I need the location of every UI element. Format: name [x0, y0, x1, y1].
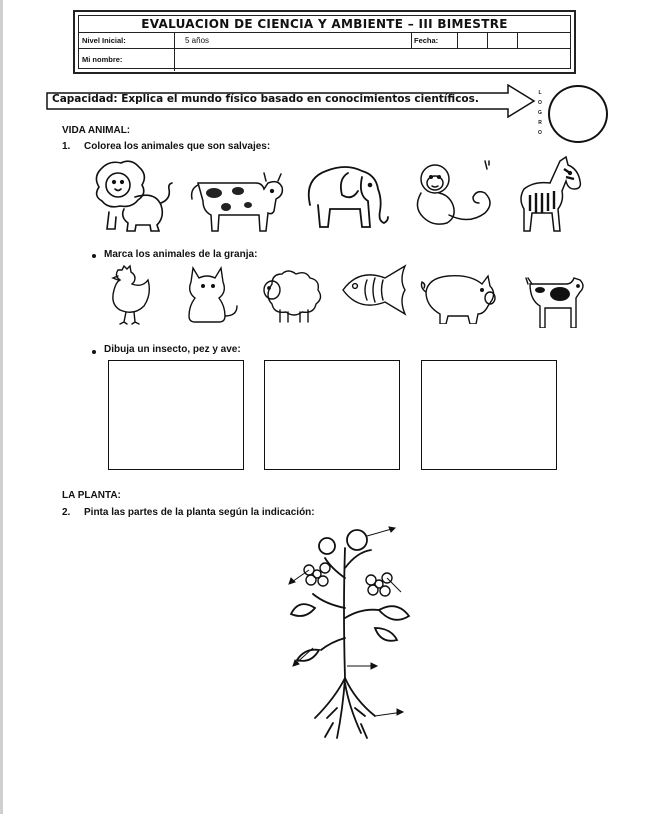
- question-2-number: 2.: [62, 507, 71, 518]
- section-title-plant: LA PLANTA:: [62, 490, 121, 501]
- date-month-field[interactable]: [487, 33, 517, 48]
- page-title: EVALUACION DE CIENCIA Y AMBIENTE – III BIMESTRE: [79, 17, 570, 33]
- sheep-icon[interactable]: [258, 266, 324, 324]
- zebra-icon[interactable]: [510, 155, 588, 235]
- level-label: Nivel Inicial:: [82, 36, 126, 45]
- date-year-field[interactable]: [517, 33, 572, 48]
- bullet: [92, 350, 96, 354]
- elephant-icon[interactable]: [300, 157, 392, 235]
- name-label: Mi nombre:: [82, 55, 123, 64]
- draw-box-fish[interactable]: [264, 360, 400, 470]
- draw-box-insect[interactable]: [108, 360, 244, 470]
- draw-box-bird[interactable]: [421, 360, 557, 470]
- plant-diagram[interactable]: [275, 518, 415, 748]
- bullet: [92, 254, 96, 258]
- achievement-circle[interactable]: [548, 85, 608, 143]
- capacity-statement: Capacidad: Explica el mundo físico basado en conocimientos científicos.: [52, 93, 479, 105]
- cat-icon[interactable]: [183, 262, 241, 326]
- question-1c-text: Dibuja un insecto, pez y ave:: [104, 344, 241, 355]
- cow-icon[interactable]: [188, 163, 288, 235]
- pig-icon[interactable]: [418, 270, 498, 324]
- header-row-level-date: [79, 33, 570, 49]
- date-day-field[interactable]: [457, 33, 487, 48]
- monkey-icon[interactable]: [405, 157, 497, 235]
- header-row-name: [79, 49, 570, 71]
- logro-label: L O G R O: [538, 90, 542, 136]
- page-edge: [0, 0, 3, 814]
- hen-icon[interactable]: [104, 264, 156, 326]
- level-value: 5 años: [185, 36, 210, 45]
- header-table: [73, 10, 576, 74]
- fish-icon[interactable]: [337, 262, 413, 318]
- question-2-text: Pinta las partes de la planta según la indicación:: [84, 507, 315, 518]
- question-1b-text: Marca los animales de la granja:: [104, 249, 258, 260]
- calf-icon[interactable]: [522, 268, 586, 328]
- lion-icon[interactable]: [85, 157, 175, 235]
- question-1-number: 1.: [62, 141, 71, 152]
- date-label: Fecha:: [414, 36, 439, 45]
- name-field[interactable]: [175, 49, 572, 71]
- section-title-animal-life: VIDA ANIMAL:: [62, 125, 131, 136]
- question-1-text: Colorea los animales que son salvajes:: [84, 141, 271, 152]
